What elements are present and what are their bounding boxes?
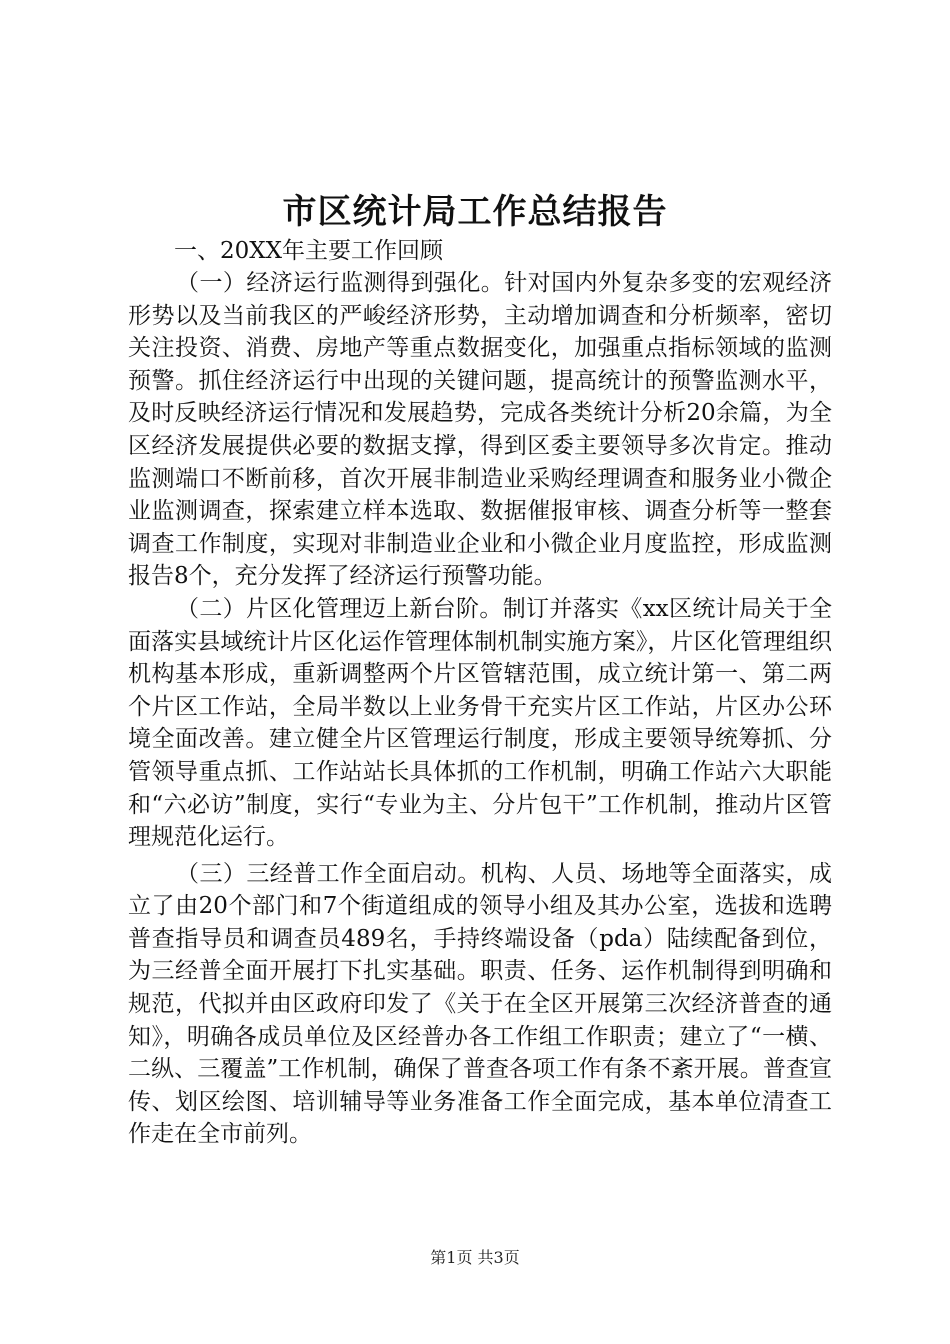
page-footer: 第1页 共3页 — [430, 1248, 520, 1267]
paragraph-economic-monitoring: （一）经济运行监测得到强化。针对国内外复杂多变的宏观经济形势以及当前我区的严峻经济形势，主动增加调查和分析频率，密切关注投资、消费、房地产等重点数据变化，加强重点指标领域的监测预警。抓住经济运行中出现的关键问题，提高统计的预警监测水平，及时反映经济运行情况和发展趋势，完成各类统计分析20余篇，为全区经济发展提供必要的数据支撑，得到区委主要领导多次肯定。推动监测端口不断前移，首次开展非制造业采购经理调查和服务业小微企业监测调查，探索建立样本选取、数据催报审核、调查分析等一整套调查工作制度，实现对非制造业企业和小微企业月度监控，形成监测报告8个，充分发挥了经济运行预警功能。 — [128, 270, 832, 590]
document-title: 市区统计局工作总结报告 — [282, 192, 668, 232]
paragraph-district-management: （二）片区化管理迈上新台阶。制订并落实《xx区统计局关于全面落实县域统计片区化运作管理体制机制实施方案》，片区化管理组织机构基本形成，重新调整两个片区管辖范围，成立统计第一、第二两个片区工作站，全局半数以上业务骨干充实片区工作站，片区办公环境全面改善。建立健全片区管理运行制度，形成主要领导统筹抓、分管领导重点抓、工作站站长具体抓的工作机制，明确工作站六大职能和“六必访”制度，实行“专业为主、分片包干”工作机制，推动片区管理规范化运行。 — [128, 595, 832, 851]
paragraph-economic-census: （三）三经普工作全面启动。机构、人员、场地等全面落实，成立了由20个部门和7个街道组成的领导小组及其办公室，选拔和选聘普查指导员和调查员489名，手持终端设备（pda）陆续配备到位，为三经普全面开展打下扎实基础。职责、任务、运作机制得到明确和规范，代拟并由区政府印发了《关于在全区开展第三次经济普查的通知》，明确各成员单位及区经普办各工作组工作职责；建立了“一横、二纵、三覆盖”工作机制，确保了普查各项工作有条不紊开展。普查宣传、划区绘图、培训辅导等业务准备工作全面完成，基本单位清查工作走在全市前列。 — [128, 860, 832, 1148]
document-body — [128, 235, 832, 1151]
section-heading: 一、20XX年主要工作回顾 — [174, 238, 444, 264]
